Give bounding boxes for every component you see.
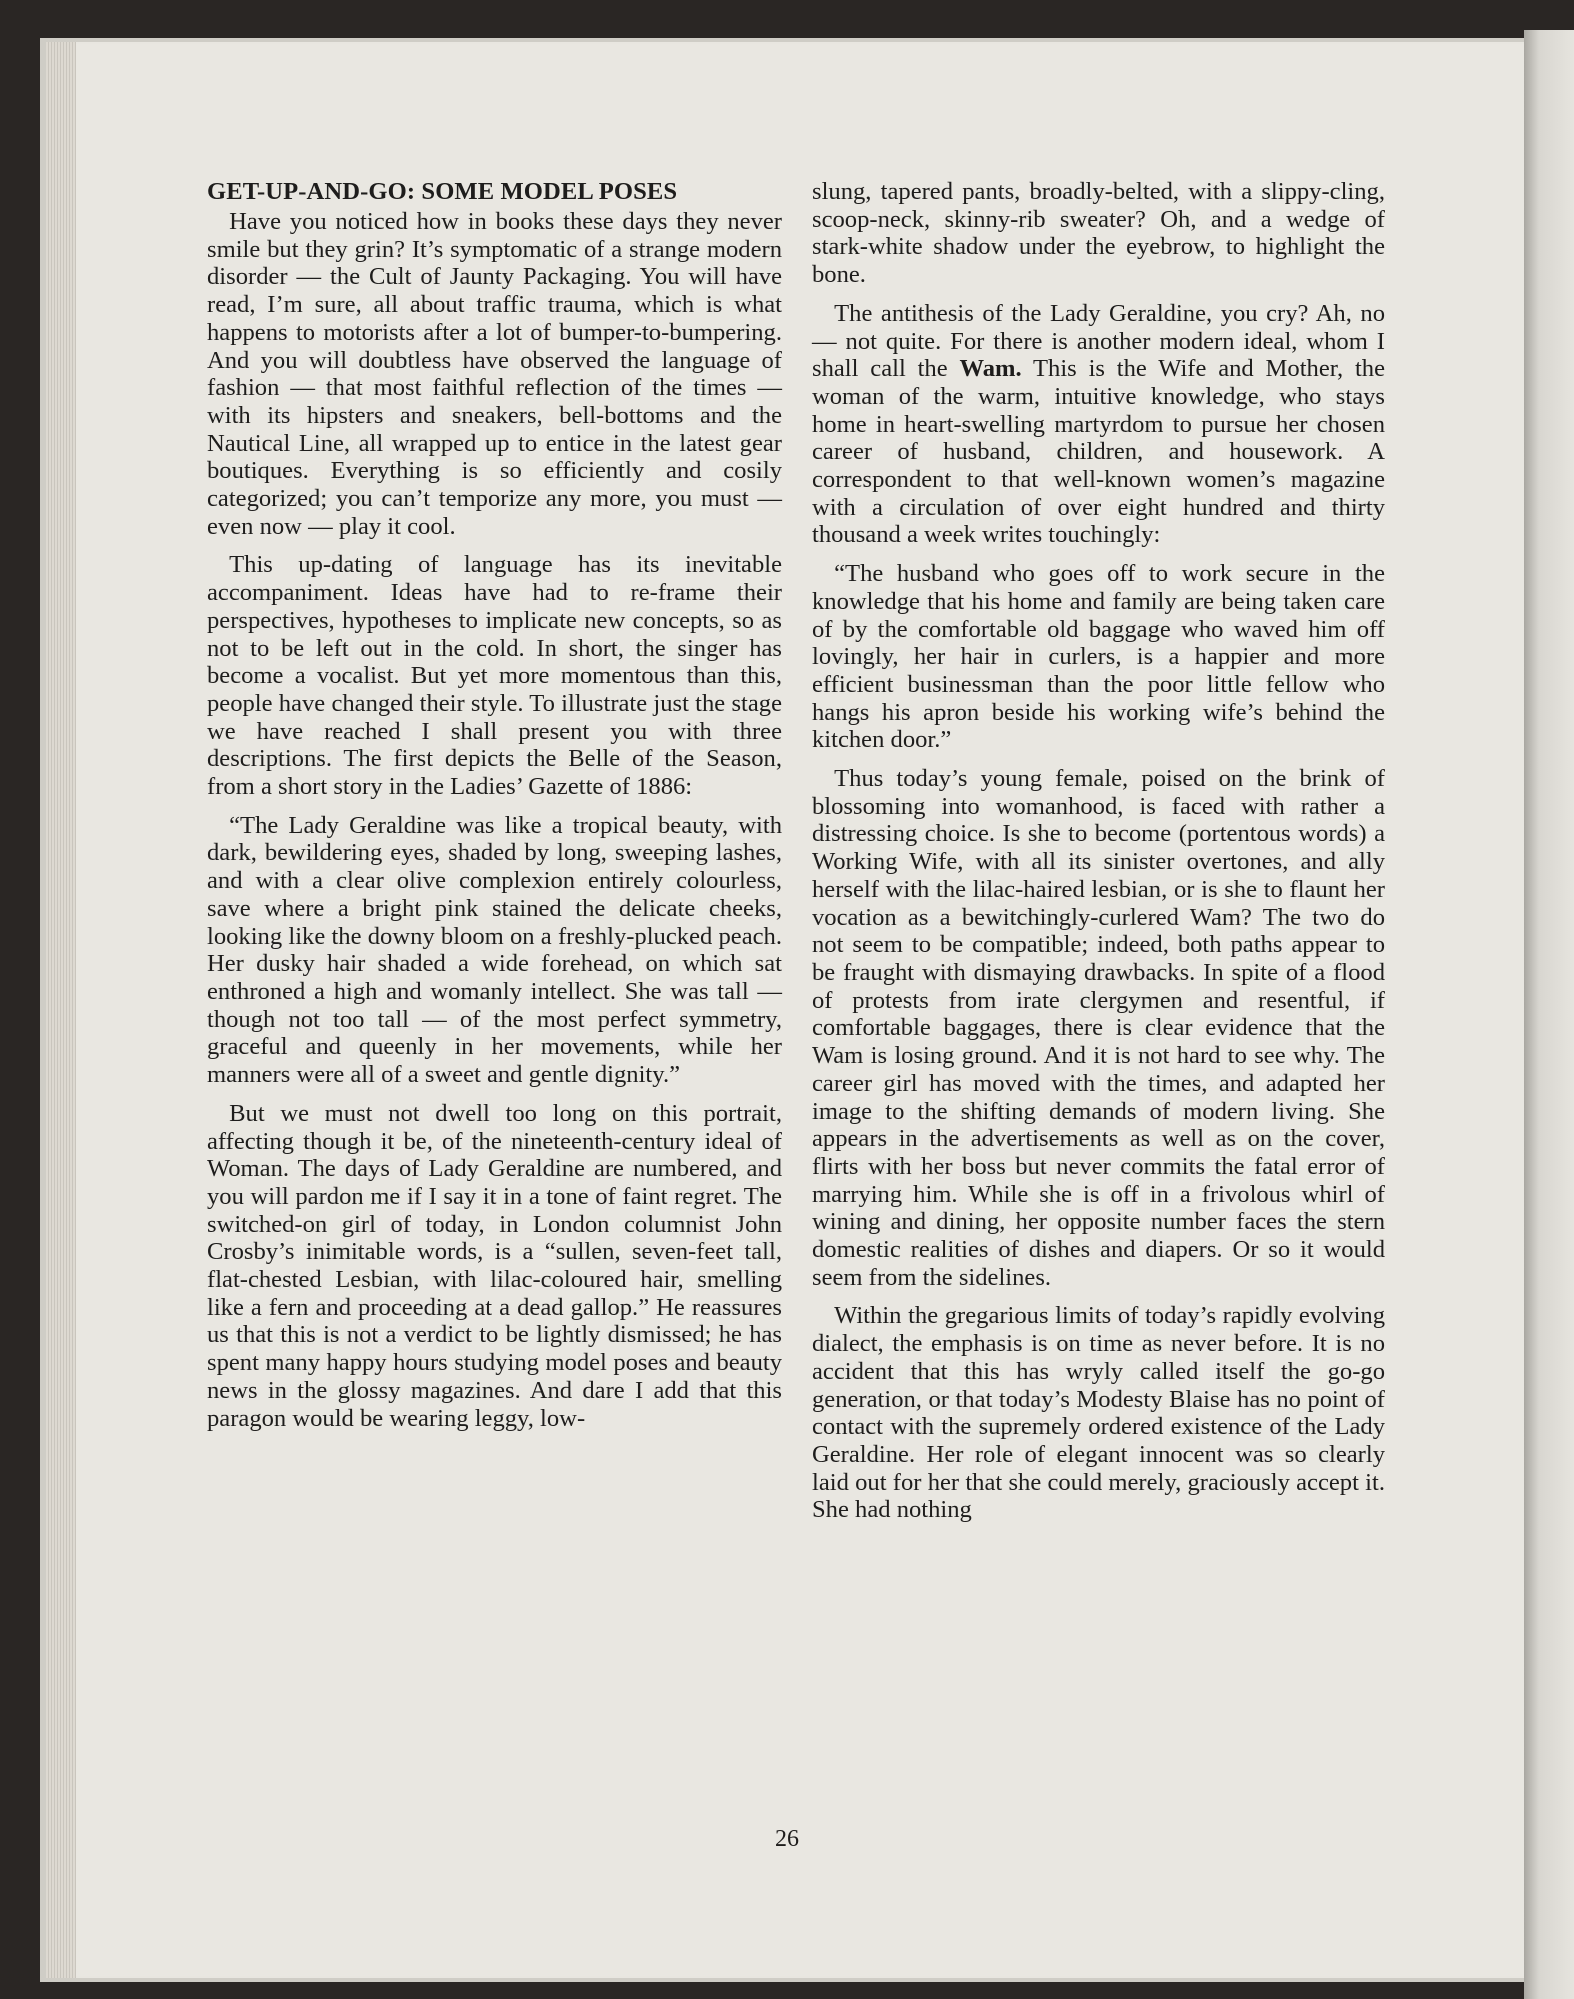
page-number: 26 bbox=[775, 1826, 799, 1852]
page-edges bbox=[46, 42, 76, 1978]
paragraph: Thus today’s young female, poised on the brink of blossoming into womanhood, is faced with rather a distressing choice. Is she to become (portentous words) a Working Wife, with all its sinister overtones, and ally herself with the lilac-haired lesbian, or is she to flaunt her vocation as a bewitchingly-curlered Wam? The two do not seem to be compatible; indeed, both paths appear to be fraught with dismaying drawbacks. In spite of a flood of protests from irate clergymen and resentful, if comfortable baggages, there is clear evidence that the Wam is losing ground. And it is not hard to see why. The career girl has moved with the times, and adapted her image to the shifting demands of modern living. She appears in the advertisements as well as on the cover, flirts with her boss but never commits the fatal error of marrying him. While she is off in a frivolous whirl of wining and dining, her opposite number faces the stern domestic realities of dishes and diapers. Or so it would seem from the sidelines. bbox=[812, 765, 1385, 1291]
paragraph: This up-dating of language has its inevitable accompaniment. Ideas have had to re-frame their perspectives, hypotheses to implicate new concepts, so as not to be left out in the cold. In short, the singer has become a vocalist. But yet more momentous than this, people have changed their style. To illustrate just the stage we have reached I shall present you with three descriptions. The first depicts the Belle of the Season, from a short story in the Ladies’ Gazette of 1886: bbox=[207, 551, 782, 801]
quote-paragraph: “The husband who goes off to work secure in the knowledge that his home and family are being taken care of by the comfortable old baggage who waved him off lovingly, her hair in curlers, is a happier and more efficient businessman than the poor little fellow who hangs his apron beside his working wife’s behind the kitchen door.” bbox=[812, 560, 1385, 754]
left-column bbox=[207, 178, 782, 1443]
wam-term: Wam. bbox=[959, 355, 1022, 383]
paragraph: But we must not dwell too long on this portrait, affecting though it be, of the nineteenth-century ideal of Woman. The days of Lady Geraldine are numbered, and you will pardon me if I say it in a tone of faint regret. The switched-on girl of today, in London columnist John Crosby’s inimitable words, is a “sullen, seven-feet tall, flat-chested Lesbian, with lilac-coloured hair, smelling like a fern and proceeding at a dead gallop.” He reassures us that this is not a verdict to be lightly dismissed; he has spent many happy hours studying model poses and beauty news in the glossy magazines. And dare I add that this paragon would be wearing leggy, low- bbox=[207, 1099, 782, 1432]
wam-text-before: The antithesis of the Lady Geraldine, you cry? Ah, no — not quite. For there is another modern ideal, whom I shall call the bbox=[812, 299, 1385, 383]
wam-text-after: This is the Wife and Mother, the woman of the warm, intuitive knowledge, who stays home in heart-swelling martyrdom to pursue her chosen career of husband, children, and housework. A correspondent to that well-known women’s magazine with a circulation of over eight hundred and thirty thousand a week writes touchingly: bbox=[812, 355, 1385, 549]
paragraph: Have you noticed how in books these days they never smile but they grin? It’s symptomatic of a strange modern disorder — the Cult of Jaunty Packaging. You will have read, I’m sure, all about traffic trauma, which is what happens to motorists after a lot of bumper-to-bumpering. And you will doubtless have observed the language of fashion — that most faithful reflection of the times — with its hipsters and sneakers, bell-bottoms and the Nautical Line, all wrapped up to entice in the latest gear boutiques. Everything is so efficiently and cosily categorized; you can’t temporize any more, you must — even now — play it cool. bbox=[207, 208, 782, 540]
quote-paragraph: “The Lady Geraldine was like a tropical beauty, with dark, bewildering eyes, shaded by long, sweeping lashes, and with a clear olive complexion entirely colourless, save where a bright pink stained the delicate cheeks, looking like the downy bloom on a freshly-plucked peach. Her dusky hair shaded a wide forehead, on which sat enthroned a high and womanly intellect. She was tall — though not too tall — of the most perfect symmetry, graceful and queenly in her movements, while her manners were all of a sweet and gentle dignity.” bbox=[207, 811, 782, 1089]
right-column bbox=[812, 178, 1385, 1535]
paragraph: Within the gregarious limits of today’s rapidly evolving dialect, the emphasis is on time as never before. It is no accident that this has wryly called itself the go-go generation, or that today’s Modesty Blaise has no point of contact with the supremely ordered existence of the Lady Geraldine. Her role of elegant innocent was so clearly laid out for her that she could merely, graciously accept it. She had nothing bbox=[812, 1302, 1385, 1524]
wam-paragraph bbox=[812, 300, 1385, 549]
next-page-edge bbox=[1524, 30, 1574, 1999]
paragraph-continuation: slung, tapered pants, broadly-belted, with a slippy-cling, scoop-neck, skinny-rib sweater? Oh, and a wedge of stark-white shadow under the eyebrow, to highlight the bone. bbox=[812, 178, 1385, 289]
article-heading: GET-UP-AND-GO: SOME MODEL POSES bbox=[207, 178, 678, 205]
